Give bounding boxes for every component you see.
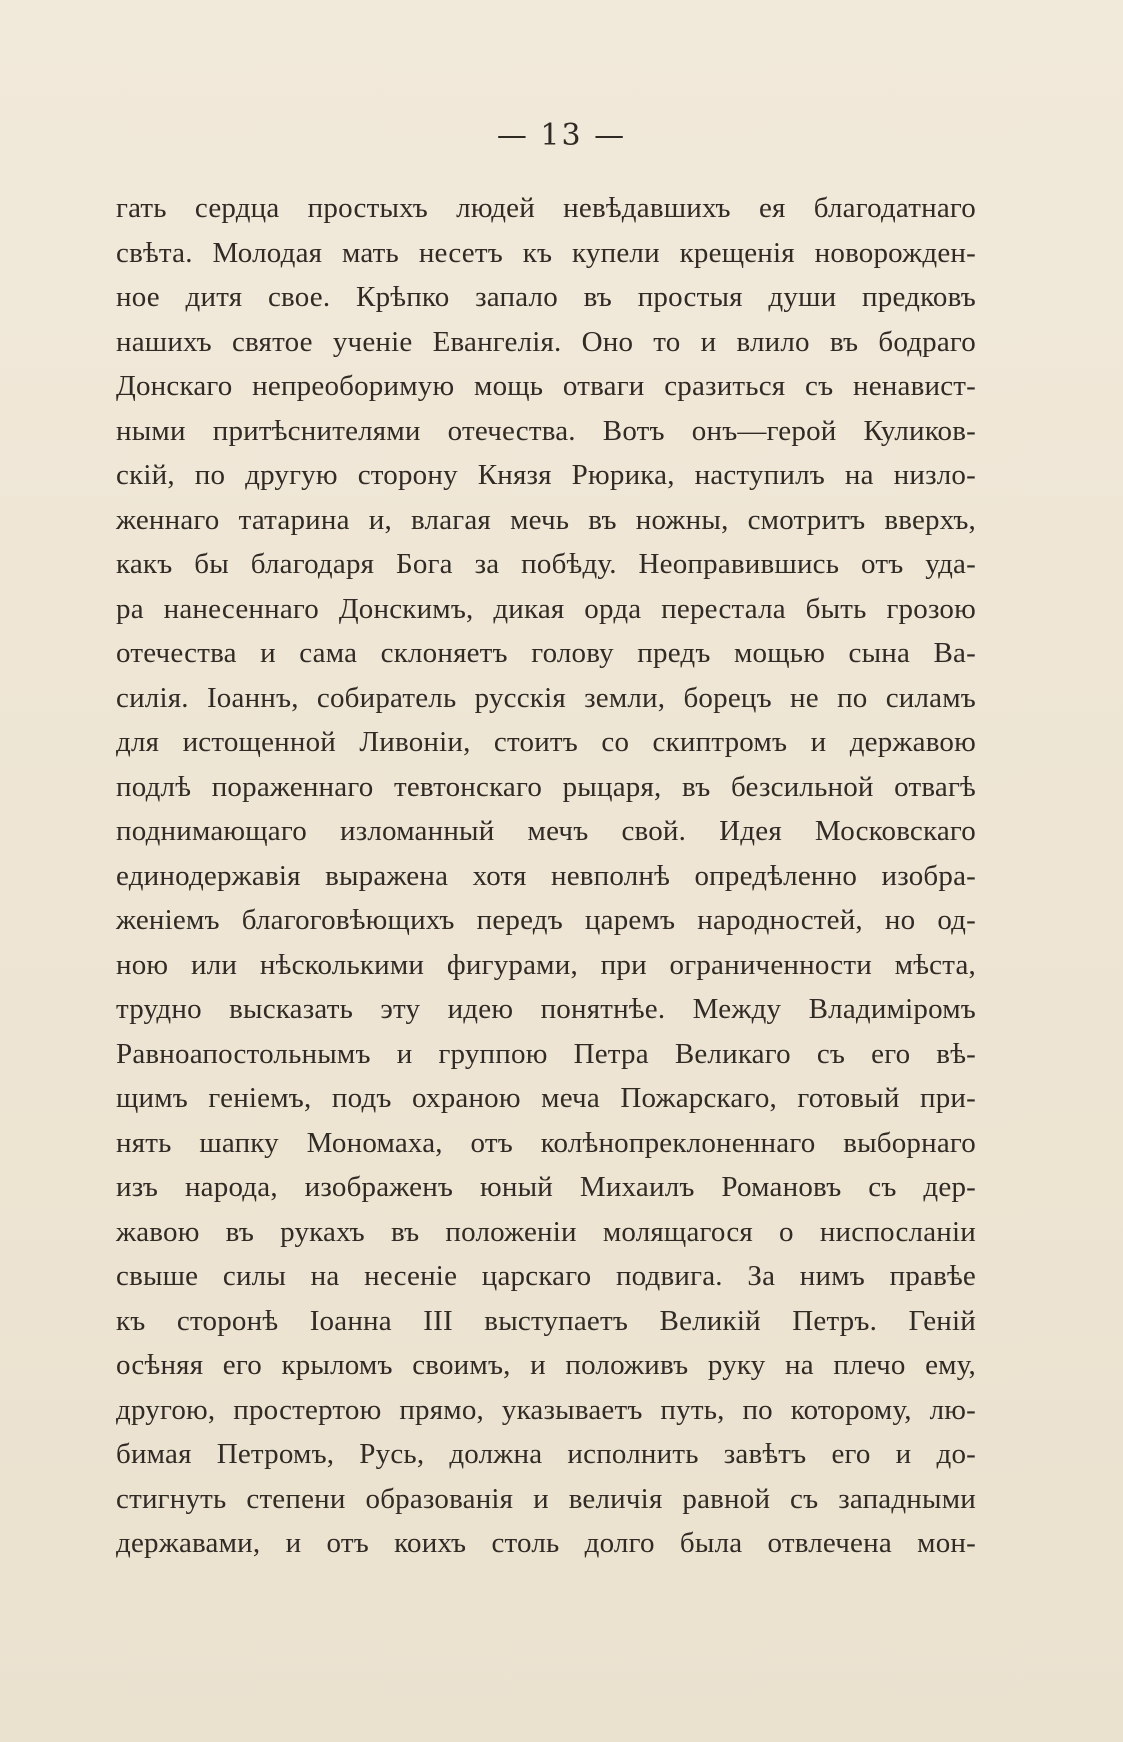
- text-line: ными притѣснителями отечества. Вотъ онъ—герой Куликов-: [116, 414, 976, 447]
- text-line: осѣняя его крыломъ своимъ, и положивъ руку на плечо ему,: [116, 1349, 976, 1381]
- text-line: нять шапку Мономаха, отъ колѣнопреклоненнаго выборнаго: [116, 1126, 976, 1159]
- text-line: Донскаго непреоборимую мощь отваги сразиться съ ненавист-: [116, 370, 976, 402]
- text-line: трудно высказать эту идею понятнѣе. Между Владиміромъ: [116, 993, 976, 1025]
- text-line: единодержавія выражена хотя невполнѣ опредѣленно изобра-: [116, 859, 976, 892]
- body-text: [116, 186, 976, 1566]
- text-line: изъ народа, изображенъ юный Михаилъ Романовъ съ дер-: [116, 1171, 976, 1203]
- text-line: отечества и сама склоняетъ голову предъ мощью сына Ва-: [116, 637, 976, 669]
- text-line: Равноапостольнымъ и группою Петра Великаго съ его вѣ-: [116, 1037, 976, 1070]
- text-line: державами, и отъ коихъ столь долго была отвлечена мон-: [116, 1527, 976, 1559]
- text-line: жавою въ рукахъ въ положеніи молящагося о ниспосланіи: [116, 1215, 976, 1248]
- text-line: подлѣ пораженнаго тевтонскаго рыцаря, въ безсильной отвагѣ: [116, 770, 976, 803]
- text-line: скій, по другую сторону Князя Рюрика, наступилъ на низло-: [116, 459, 976, 491]
- text-line: поднимающаго изломанный мечъ свой. Идея Московскаго: [116, 815, 976, 847]
- text-line: стигнуть степени образованія и величія равной съ западными: [116, 1482, 976, 1515]
- text-line: силія. Іоаннъ, собиратель русскія земли, борецъ не по силамъ: [116, 681, 976, 714]
- text-line: бимая Петромъ, Русь, должна исполнить завѣтъ его и до-: [116, 1438, 976, 1470]
- text-line: нашихъ святое ученіе Евангелія. Оно то и влило въ бодраго: [116, 325, 976, 358]
- text-line: свыше силы на несеніе царскаго подвига. За нимъ правѣе: [116, 1260, 976, 1292]
- text-line: свѣта. Молодая мать несетъ къ купели крещенія новорожден-: [116, 236, 976, 269]
- text-line: женіемъ благоговѣющихъ передъ царемъ народностей, но од-: [116, 904, 976, 936]
- text-line: какъ бы благодаря Бога за побѣду. Неоправившись отъ уда-: [116, 548, 976, 580]
- text-line: ра нанесеннаго Донскимъ, дикая орда перестала быть грозою: [116, 592, 976, 625]
- text-line: ное дитя свое. Крѣпко запало въ простыя души предковъ: [116, 281, 976, 313]
- text-line: женнаго татарина и, влагая мечь въ ножны, смотритъ вверхъ,: [116, 503, 976, 536]
- text-line: гать сердца простыхъ людей невѣдавшихъ ея благодатнаго: [116, 192, 976, 224]
- page-number: — 13 —: [496, 118, 627, 153]
- text-line: для истощенной Ливоніи, стоитъ со скиптромъ и державою: [116, 726, 976, 758]
- text-line: ною или нѣсколькими фигурами, при ограниченности мѣста,: [116, 948, 976, 981]
- text-line: къ сторонѣ Іоанна III выступаетъ Великій Петръ. Геній: [116, 1304, 976, 1337]
- text-line: щимъ геніемъ, подъ охраною меча Пожарскаго, готовый при-: [116, 1082, 976, 1114]
- text-line: другою, простертою прямо, указываетъ путь, по которому, лю-: [116, 1393, 976, 1426]
